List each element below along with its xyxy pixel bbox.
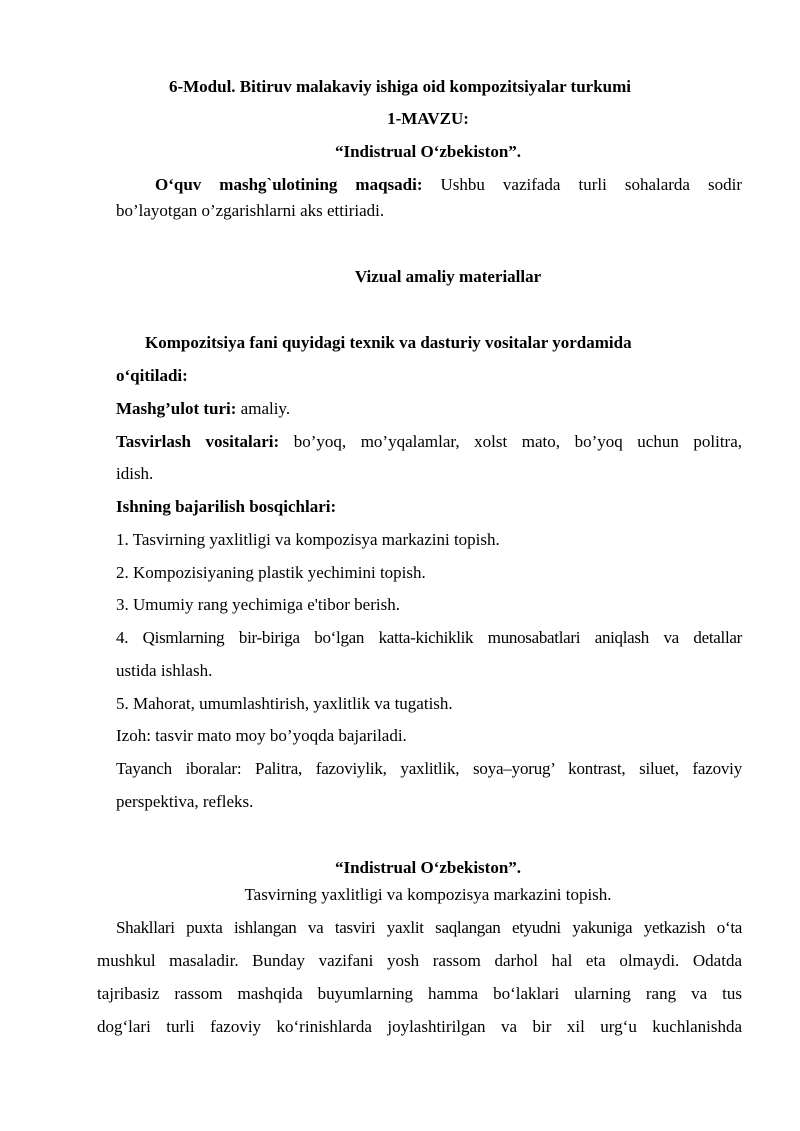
topic-name: “Indistrual O‘zbekiston”. — [334, 142, 522, 161]
tools-intro-line-2: o‘qitiladi: — [116, 366, 188, 385]
goal-text-2: bo’layotgan o’zgarishlarni aks ettiriadi. — [116, 201, 385, 220]
note: Izoh: tasvir mato moy bo’yoqda bajariladi. — [116, 726, 407, 745]
section2-para-line-1: Shakllari puxta ishlangan va tasviri yaxlit saqlangan etyudni yakuniga yetkazish o‘ta — [116, 918, 742, 937]
drawing-tools-value-2: idish. — [116, 464, 154, 483]
module-title: 6-Modul. Bitiruv malakaviy ishiga oid kompozitsiyalar turkumi — [168, 77, 632, 96]
section2-para-line-4: dog‘lari turli fazoviy ko‘rinishlarda joylashtirilgan va bir xil urg‘u kuchlanishda — [97, 1017, 742, 1036]
lesson-type — [116, 398, 290, 420]
steps-heading: Ishning bajarilish bosqichlari: — [116, 497, 337, 516]
keywords-line-1: Tayanch iboralar: Palitra, fazoviylik, yaxlitlik, soya–yorug’ kontrast, siluet, fazoviy — [116, 759, 742, 778]
lesson-type-label: Mashg’ulot turi: — [116, 399, 237, 418]
lesson-type-value: amaliy. — [236, 399, 291, 418]
keywords-line-2: perspektiva, refleks. — [116, 792, 254, 811]
step-4-line-1: 4. Qismlarning bir-biriga bo‘lgan katta-kichiklik munosabatlari aniqlash va detallar — [116, 628, 742, 647]
goal-text-1: Ushbu vazifada turli sohalarda sodir — [422, 175, 742, 194]
section2-title: “Indistrual O‘zbekiston”. — [334, 858, 522, 877]
drawing-tools-line-1 — [116, 431, 742, 453]
step-4-line-2: ustida ishlash. — [116, 661, 213, 680]
goal-line-1 — [155, 174, 742, 196]
drawing-tools-label: Tasvirlash vositalari: — [116, 432, 280, 451]
section2-para-line-3: tajribasiz rassom mashqida buyumlarning hamma bo‘laklari ularning rang va tus — [97, 984, 742, 1003]
goal-label: O‘quv mashg`ulotining maqsadi: — [155, 175, 423, 194]
step-3: 3. Umumiy rang yechimiga e'tibor berish. — [116, 595, 400, 614]
section2-subtitle: Tasvirning yaxlitligi va kompozisya markazini topish. — [244, 885, 612, 904]
section2-para-line-2: mushkul masaladir. Bunday vazifani yosh rassom darhol hal eta olmaydi. Odatda — [97, 951, 742, 970]
step-2: 2. Kompozisiyaning plastik yechimini topish. — [116, 563, 426, 582]
tools-intro-line-1: Kompozitsiya fani quyidagi texnik va dasturiy vositalar yordamida — [145, 333, 632, 352]
topic-number: 1-MAVZU: — [387, 109, 469, 128]
step-5: 5. Mahorat, umumlashtirish, yaxlitlik va tugatish. — [116, 694, 453, 713]
drawing-tools-value-1: bo’yoq, mo’yqalamlar, xolst mato, bo’yoq uchun politra, — [279, 432, 743, 451]
step-1: 1. Tasvirning yaxlitligi va kompozisya markazini topish. — [116, 530, 500, 549]
visual-heading: Vizual amaliy materiallar — [354, 267, 542, 286]
